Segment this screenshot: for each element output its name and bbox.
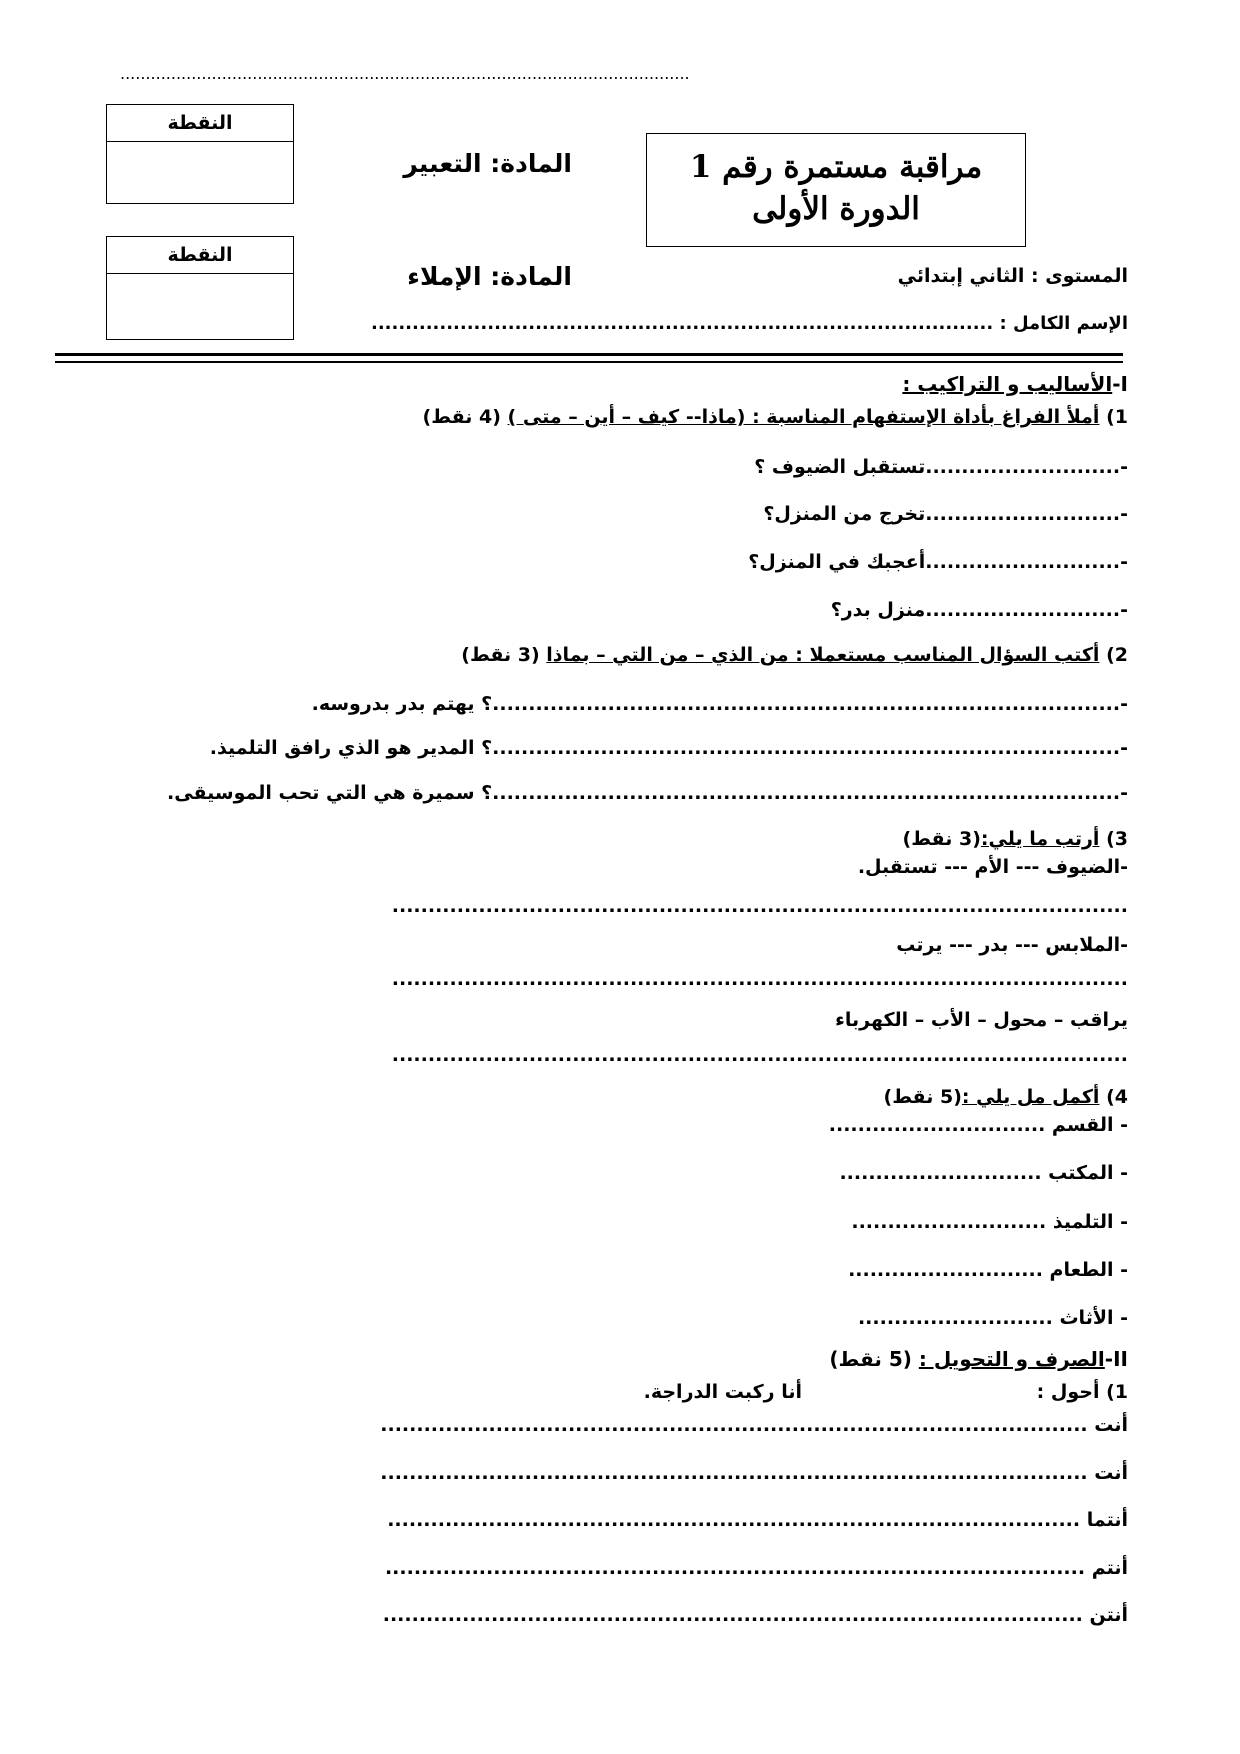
full-name-field[interactable]: الإسم الكامل : ........................................................................................... bbox=[370, 313, 1128, 334]
q4-item[interactable]: - القسم .............................. bbox=[828, 1114, 1128, 1136]
exam-title-box bbox=[646, 133, 1026, 247]
header-separator-thin bbox=[55, 361, 1123, 363]
conjugation-line[interactable]: أنتم ................................................................................................. bbox=[384, 1557, 1128, 1579]
exam-session: الدورة الأولى bbox=[752, 191, 920, 227]
q1-instruction: 1) أملأ الفراغ بأداة الإستفهام المناسبة : (ماذا-- كيف – أين – متى ) (4 نقط) bbox=[422, 406, 1128, 428]
section-2-q1-sentence: أنا ركبت الدراجة. bbox=[643, 1381, 802, 1403]
q2-item[interactable]: -.......................................................................................؟ المدير هو الذي رافق التلميذ. bbox=[209, 737, 1128, 759]
q1-item[interactable]: -...........................منزل بدر؟ bbox=[830, 599, 1128, 621]
q3-words: -الملابس --- بدر --- يرتب bbox=[896, 934, 1128, 956]
q3-instruction: 3) أرتب ما يلي:(3 نقط) bbox=[902, 828, 1128, 850]
section-2-q1-label: 1) أحول : bbox=[1036, 1381, 1128, 1403]
q4-item[interactable]: - الأثاث ........................... bbox=[857, 1307, 1128, 1329]
q2-item[interactable]: -.......................................................................................؟ يهتم بدر بدروسه. bbox=[311, 693, 1128, 715]
q3-answer-line[interactable]: ...................................................................................................... bbox=[391, 895, 1128, 917]
header-separator bbox=[55, 353, 1123, 356]
conjugation-line[interactable]: أنتن ................................................................................................. bbox=[382, 1604, 1128, 1626]
q4-item[interactable]: - الطعام ........................... bbox=[848, 1259, 1128, 1281]
score-label: النقطة bbox=[107, 105, 293, 142]
q2-item[interactable]: -.......................................................................................؟ سميرة هي التي تحب الموسيقى. bbox=[167, 782, 1128, 804]
q3-answer-line[interactable]: ...................................................................................................... bbox=[391, 968, 1128, 990]
q1-item[interactable]: -...........................تستقبل الضيوف ؟ bbox=[754, 456, 1128, 478]
conjugation-line[interactable]: أنتما ................................................................................................ bbox=[387, 1509, 1128, 1531]
q3-answer-line[interactable]: ...................................................................................................... bbox=[391, 1044, 1128, 1066]
level-label: المستوى : الثاني إبتدائي bbox=[897, 265, 1128, 287]
score-box-dictation bbox=[106, 236, 294, 340]
q4-instruction: 4) أكمل مل يلي :(5 نقط) bbox=[883, 1086, 1128, 1108]
q4-item[interactable]: - المكتب ............................ bbox=[839, 1162, 1128, 1184]
subject-expression: المادة: التعبير bbox=[403, 149, 572, 178]
q1-item[interactable]: -...........................أعجبك في المنزل؟ bbox=[748, 551, 1128, 573]
conjugation-line[interactable]: أنت .................................................................................................. bbox=[380, 1414, 1128, 1436]
top-dotted-line: ................................................................................................................ bbox=[120, 64, 690, 83]
subject-dictation: المادة: الإملاء bbox=[407, 262, 572, 291]
q3-words: يراقب – محول – الأب – الكهرباء bbox=[835, 1009, 1128, 1031]
conjugation-line[interactable]: أنت .................................................................................................. bbox=[380, 1462, 1128, 1484]
q4-item[interactable]: - التلميذ ........................... bbox=[851, 1211, 1128, 1233]
score-label: النقطة bbox=[107, 237, 293, 274]
score-box-expression bbox=[106, 104, 294, 204]
q2-instruction: 2) أكتب السؤال المناسب مستعملا : من الذي – من التي – بماذا (3 نقط) bbox=[461, 644, 1128, 666]
section-1-heading: I-الأساليب و التراكيب : bbox=[902, 372, 1128, 396]
q1-item[interactable]: -...........................تخرج من المنزل؟ bbox=[763, 503, 1128, 525]
section-2-heading: II-الصرف و التحويل : (5 نقط) bbox=[829, 1347, 1128, 1371]
q3-words: -الضيوف --- الأم --- تستقبل. bbox=[857, 856, 1128, 878]
exam-title: مراقبة مستمرة رقم 1 bbox=[689, 149, 983, 185]
